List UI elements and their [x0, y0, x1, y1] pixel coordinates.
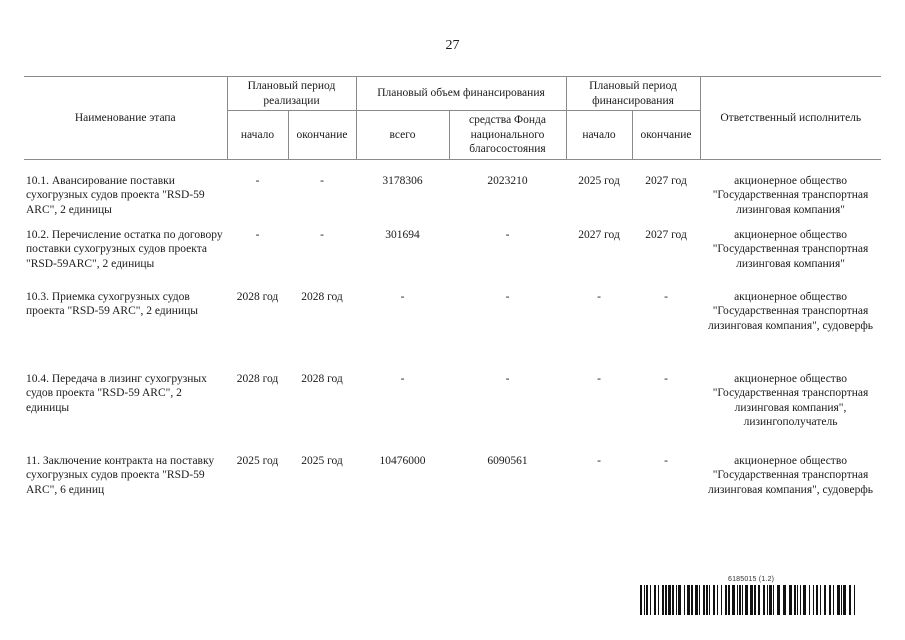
table-row	[24, 226, 881, 288]
barcode	[640, 576, 860, 616]
impl-end: -	[320, 228, 324, 241]
header-funding-fund: средства Фонда национального благосостояния	[449, 111, 566, 160]
impl-start: -	[255, 228, 260, 241]
header-fund-start: начало	[566, 111, 632, 160]
fund-start: 2027 год	[578, 228, 620, 241]
table-row	[24, 452, 881, 534]
impl-end: 2025 год	[301, 454, 343, 467]
fund-start: -	[597, 372, 601, 385]
responsible: акционерное общество "Государственная транспортная лизинговая компания", лизингополучатель	[712, 372, 869, 428]
responsible: акционерное общество "Государственная транспортная лизинговая компания"	[712, 174, 869, 216]
stage-name: 11. Заключение контракта на поставку сухогрузных судов проекта "RSD-59 ARC", 6 единиц	[26, 454, 215, 496]
funding-fund: -	[505, 228, 510, 241]
impl-end: -	[320, 174, 324, 187]
funding-total: -	[400, 290, 405, 303]
funding-total: -	[400, 372, 405, 385]
barcode-caption: 6185015 (1.2)	[728, 576, 775, 583]
stage-name: 10.1. Авансирование поставки сухогрузных судов проекта "RSD-59 ARC", 2 единицы	[26, 174, 205, 216]
impl-start: -	[255, 174, 260, 187]
table-row	[24, 159, 881, 226]
impl-end: 2028 год	[301, 372, 343, 385]
impl-start: 2028 год	[236, 290, 279, 303]
impl-end: 2028 год	[301, 290, 343, 303]
table-header	[24, 77, 881, 160]
funding-fund: -	[505, 372, 510, 385]
fund-end: -	[664, 372, 668, 385]
fund-end: 2027 год	[645, 228, 687, 241]
header-impl-period: Плановый период реализации	[227, 77, 356, 111]
funding-fund: 6090561	[487, 454, 528, 467]
fund-start: -	[597, 454, 601, 467]
impl-start: 2025 год	[236, 454, 279, 467]
stage-name: 10.3. Приемка сухогрузных судов проекта "RSD-59 ARC", 2 единицы	[26, 290, 198, 317]
fund-end: -	[664, 290, 668, 303]
funding-fund: -	[505, 290, 510, 303]
fund-start: -	[597, 290, 601, 303]
responsible: акционерное общество "Государственная транспортная лизинговая компания"	[712, 228, 869, 270]
responsible: акционерное общество "Государственная транспортная лизинговая компания", судоверфь	[707, 454, 874, 496]
stage-name: 10.4. Передача в лизинг сухогрузных судов проекта "RSD-59 ARC", 2 единицы	[26, 372, 207, 414]
fund-end: -	[664, 454, 668, 467]
header-funding-period: Плановый период финансирования	[566, 77, 700, 111]
stages-table	[24, 76, 881, 534]
header-funding-volume: Плановый объем финансирования	[356, 77, 566, 111]
funding-fund: 2023210	[487, 174, 528, 187]
barcode-icon	[640, 585, 858, 615]
stage-name: 10.2. Перечисление остатка по договору поставки сухогрузных судов проекта "RSD-59ARC", 2 единицы	[26, 228, 223, 270]
header-responsible: Ответственный исполнитель	[700, 77, 881, 160]
table-body	[24, 159, 881, 534]
header-stage-name: Наименование этапа	[24, 77, 227, 160]
funding-total: 301694	[385, 228, 420, 241]
header-funding-total: всего	[356, 111, 449, 160]
header-impl-end: окончание	[288, 111, 356, 160]
impl-start: 2028 год	[236, 372, 279, 385]
table-row	[24, 288, 881, 370]
header-fund-end: окончание	[632, 111, 700, 160]
fund-end: 2027 год	[645, 174, 687, 187]
funding-total: 3178306	[382, 174, 423, 187]
funding-total: 10476000	[379, 454, 426, 467]
responsible: акционерное общество "Государственная транспортная лизинговая компания", судоверфь	[707, 290, 874, 332]
header-impl-start: начало	[227, 111, 288, 160]
page-number: 27	[445, 38, 460, 53]
fund-start: 2025 год	[578, 174, 620, 187]
table-row	[24, 370, 881, 452]
